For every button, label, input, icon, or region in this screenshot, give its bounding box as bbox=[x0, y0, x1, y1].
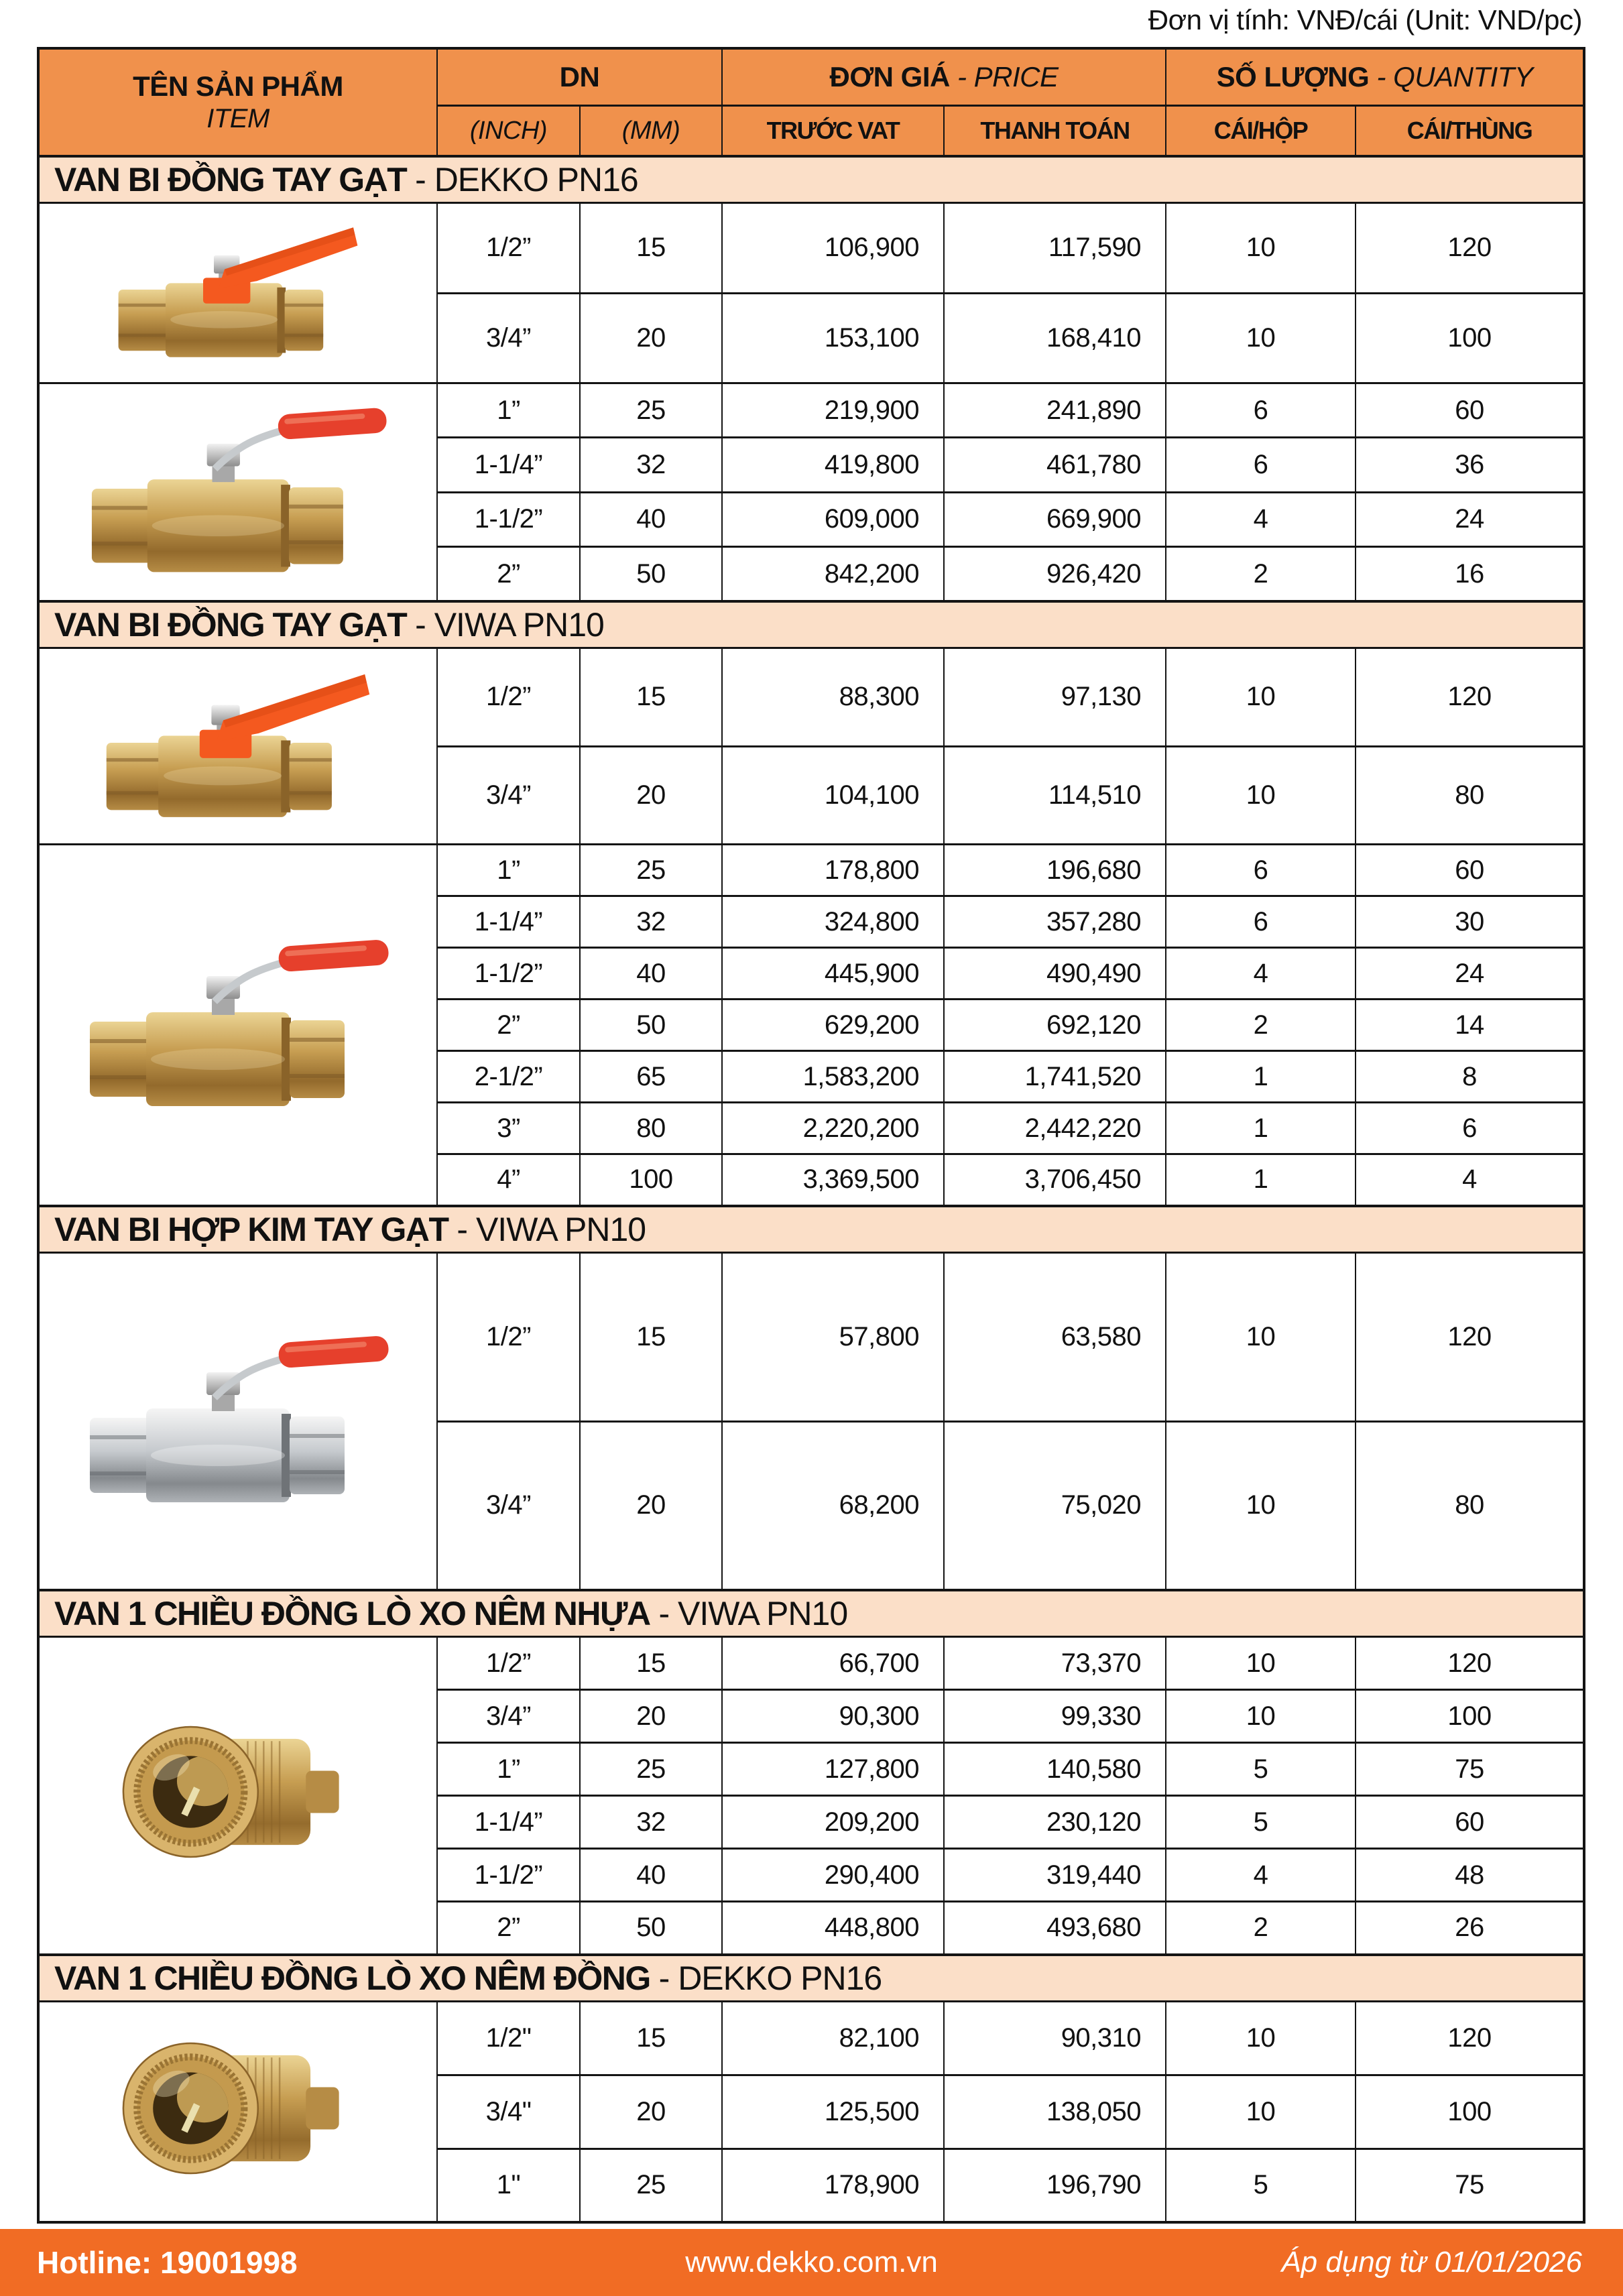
cell-price-payment: 230,120 bbox=[944, 1796, 1166, 1849]
cell-size-inch: 3/4” bbox=[437, 746, 580, 845]
cell-qty-per-carton: 24 bbox=[1356, 492, 1584, 546]
cell-price-pre-vat: 842,200 bbox=[722, 547, 944, 601]
cell-qty-per-carton: 6 bbox=[1356, 1103, 1584, 1154]
cell-qty-per-box: 2 bbox=[1166, 1000, 1356, 1051]
cell-qty-per-box: 5 bbox=[1166, 1743, 1356, 1796]
cell-qty-per-box: 10 bbox=[1166, 203, 1356, 294]
cell-price-payment: 357,280 bbox=[944, 896, 1166, 948]
cell-size-inch: 1-1/2” bbox=[437, 1849, 580, 1902]
cell-price-pre-vat: 209,200 bbox=[722, 1796, 944, 1849]
cell-size-inch: 3/4” bbox=[437, 293, 580, 383]
cell-qty-per-box: 6 bbox=[1166, 845, 1356, 896]
product-image-cell bbox=[38, 1252, 437, 1590]
section-subtitle: DEKKO PN16 bbox=[678, 1959, 882, 1997]
cell-price-payment: 926,420 bbox=[944, 547, 1166, 601]
cell-size-inch: 1-1/4” bbox=[437, 438, 580, 492]
col-header-per-box: CÁI/HỘP bbox=[1166, 106, 1356, 157]
cell-price-payment: 196,680 bbox=[944, 845, 1166, 896]
cell-price-payment: 140,580 bbox=[944, 1743, 1166, 1796]
section-title: VAN 1 CHIỀU ĐỒNG LÒ XO NÊM ĐỒNG bbox=[54, 1959, 650, 1997]
cell-qty-per-box: 10 bbox=[1166, 2001, 1356, 2075]
cell-size-inch: 3” bbox=[437, 1103, 580, 1154]
cell-qty-per-carton: 16 bbox=[1356, 547, 1584, 601]
cell-size-mm: 40 bbox=[580, 492, 722, 546]
cell-qty-per-carton: 80 bbox=[1356, 746, 1584, 845]
col-header-per-carton: CÁI/THÙNG bbox=[1356, 106, 1584, 157]
cell-size-mm: 25 bbox=[580, 845, 722, 896]
cell-price-payment: 138,050 bbox=[944, 2075, 1166, 2149]
cell-size-inch: 2” bbox=[437, 1902, 580, 1955]
cell-qty-per-box: 6 bbox=[1166, 383, 1356, 438]
section-title-separator: - bbox=[650, 1959, 678, 1997]
cell-price-payment: 97,130 bbox=[944, 648, 1166, 747]
col-header-inch: (INCH) bbox=[437, 106, 580, 157]
cell-size-inch: 1/2” bbox=[437, 648, 580, 747]
cell-qty-per-carton: 60 bbox=[1356, 1796, 1584, 1849]
cell-size-inch: 4” bbox=[437, 1154, 580, 1206]
cell-size-inch: 1-1/4” bbox=[437, 896, 580, 948]
section-subtitle: VIWA PN10 bbox=[678, 1595, 848, 1632]
cell-qty-per-box: 10 bbox=[1166, 1690, 1356, 1743]
cell-size-mm: 50 bbox=[580, 1000, 722, 1051]
cell-qty-per-box: 1 bbox=[1166, 1103, 1356, 1154]
cell-size-inch: 1-1/2” bbox=[437, 948, 580, 1000]
cell-qty-per-carton: 100 bbox=[1356, 2075, 1584, 2149]
cell-price-pre-vat: 178,800 bbox=[722, 845, 944, 896]
cell-price-pre-vat: 448,800 bbox=[722, 1902, 944, 1955]
cell-size-inch: 3/4” bbox=[437, 1421, 580, 1590]
cell-price-pre-vat: 629,200 bbox=[722, 1000, 944, 1051]
cell-qty-per-box: 10 bbox=[1166, 1637, 1356, 1690]
cell-price-payment: 196,790 bbox=[944, 2149, 1166, 2222]
ball-valve-brass-red-grip-image bbox=[82, 389, 394, 588]
cell-price-payment: 2,442,220 bbox=[944, 1103, 1166, 1154]
cell-price-pre-vat: 106,900 bbox=[722, 203, 944, 294]
cell-size-mm: 20 bbox=[580, 1690, 722, 1743]
cell-qty-per-box: 1 bbox=[1166, 1154, 1356, 1206]
cell-size-inch: 3/4" bbox=[437, 2075, 580, 2149]
item-header-en: ITEM bbox=[206, 104, 269, 134]
col-header-payment: THANH TOÁN bbox=[944, 106, 1166, 157]
table-header bbox=[38, 48, 1584, 156]
cell-price-payment: 241,890 bbox=[944, 383, 1166, 438]
section-title-separator: - bbox=[406, 161, 434, 198]
section-header bbox=[38, 1590, 1584, 1637]
cell-price-pre-vat: 609,000 bbox=[722, 492, 944, 546]
product-image-cell bbox=[38, 2001, 437, 2222]
col-header-item bbox=[38, 48, 437, 156]
cell-size-mm: 25 bbox=[580, 383, 722, 438]
cell-size-inch: 1” bbox=[437, 1743, 580, 1796]
cell-price-pre-vat: 419,800 bbox=[722, 438, 944, 492]
section-title-separator: - bbox=[448, 1210, 476, 1248]
cell-size-mm: 32 bbox=[580, 1796, 722, 1849]
effective-date: Áp dụng từ 01/01/2026 bbox=[1281, 2246, 1582, 2279]
cell-size-inch: 2” bbox=[437, 547, 580, 601]
cell-price-pre-vat: 153,100 bbox=[722, 293, 944, 383]
cell-qty-per-carton: 8 bbox=[1356, 1051, 1584, 1103]
cell-qty-per-carton: 100 bbox=[1356, 293, 1584, 383]
section-title: VAN 1 CHIỀU ĐỒNG LÒ XO NÊM NHỰA bbox=[54, 1595, 650, 1632]
col-header-dn bbox=[437, 48, 722, 106]
qty-header-sep: - bbox=[1369, 61, 1394, 93]
cell-size-mm: 15 bbox=[580, 2001, 722, 2075]
cell-qty-per-box: 10 bbox=[1166, 1252, 1356, 1421]
cell-price-payment: 461,780 bbox=[944, 438, 1166, 492]
cell-qty-per-carton: 4 bbox=[1356, 1154, 1584, 1206]
product-image-cell bbox=[38, 203, 437, 383]
cell-price-payment: 168,410 bbox=[944, 293, 1166, 383]
cell-qty-per-carton: 14 bbox=[1356, 1000, 1584, 1051]
cell-qty-per-carton: 120 bbox=[1356, 203, 1584, 294]
price-header-vi: ĐƠN GIÁ bbox=[829, 61, 950, 93]
cell-qty-per-box: 10 bbox=[1166, 293, 1356, 383]
cell-size-inch: 3/4” bbox=[437, 1690, 580, 1743]
cell-size-mm: 15 bbox=[580, 1252, 722, 1421]
cell-qty-per-box: 10 bbox=[1166, 746, 1356, 845]
cell-qty-per-box: 2 bbox=[1166, 547, 1356, 601]
cell-price-pre-vat: 57,800 bbox=[722, 1252, 944, 1421]
cell-qty-per-box: 1 bbox=[1166, 1051, 1356, 1103]
cell-qty-per-carton: 26 bbox=[1356, 1902, 1584, 1955]
section-title: VAN BI ĐỒNG TAY GẠT bbox=[54, 606, 407, 644]
cell-size-inch: 1” bbox=[437, 845, 580, 896]
cell-price-payment: 490,490 bbox=[944, 948, 1166, 1000]
section-header bbox=[38, 1206, 1584, 1253]
cell-qty-per-carton: 100 bbox=[1356, 1690, 1584, 1743]
cell-size-mm: 15 bbox=[580, 1637, 722, 1690]
col-header-mm: (MM) bbox=[580, 106, 722, 157]
cell-price-pre-vat: 127,800 bbox=[722, 1743, 944, 1796]
cell-price-pre-vat: 88,300 bbox=[722, 648, 944, 747]
cell-size-mm: 20 bbox=[580, 2075, 722, 2149]
cell-size-inch: 1" bbox=[437, 2149, 580, 2222]
price-table-body bbox=[38, 156, 1584, 2222]
section-header bbox=[38, 601, 1584, 648]
cell-qty-per-box: 6 bbox=[1166, 896, 1356, 948]
cell-size-mm: 25 bbox=[580, 2149, 722, 2222]
cell-qty-per-box: 5 bbox=[1166, 2149, 1356, 2222]
cell-size-inch: 1/2” bbox=[437, 1252, 580, 1421]
cell-qty-per-carton: 120 bbox=[1356, 1252, 1584, 1421]
cell-qty-per-carton: 60 bbox=[1356, 845, 1584, 896]
cell-size-mm: 15 bbox=[580, 648, 722, 747]
col-header-price bbox=[722, 48, 1166, 106]
cell-price-pre-vat: 290,400 bbox=[722, 1849, 944, 1902]
cell-price-payment: 63,580 bbox=[944, 1252, 1166, 1421]
cell-price-pre-vat: 125,500 bbox=[722, 2075, 944, 2149]
cell-size-inch: 2-1/2” bbox=[437, 1051, 580, 1103]
dn-header: DN bbox=[559, 61, 600, 93]
cell-qty-per-box: 2 bbox=[1166, 1902, 1356, 1955]
cell-size-mm: 20 bbox=[580, 746, 722, 845]
cell-price-pre-vat: 1,583,200 bbox=[722, 1051, 944, 1103]
hotline: Hotline: 19001998 bbox=[37, 2245, 298, 2280]
section-title: VAN BI ĐỒNG TAY GẠT bbox=[54, 161, 407, 198]
cell-size-mm: 20 bbox=[580, 1421, 722, 1590]
cell-qty-per-box: 10 bbox=[1166, 648, 1356, 747]
check-valve-brass-image bbox=[104, 2020, 372, 2197]
cell-price-pre-vat: 66,700 bbox=[722, 1637, 944, 1690]
price-table bbox=[37, 47, 1585, 2224]
cell-qty-per-carton: 120 bbox=[1356, 648, 1584, 747]
cell-price-pre-vat: 178,900 bbox=[722, 2149, 944, 2222]
section-subtitle: DEKKO PN16 bbox=[434, 161, 638, 198]
product-image-cell bbox=[38, 845, 437, 1206]
cell-size-mm: 65 bbox=[580, 1051, 722, 1103]
cell-size-inch: 1/2” bbox=[437, 1637, 580, 1690]
cell-price-payment: 319,440 bbox=[944, 1849, 1166, 1902]
cell-price-payment: 99,330 bbox=[944, 1690, 1166, 1743]
cell-qty-per-carton: 75 bbox=[1356, 2149, 1584, 2222]
cell-size-inch: 1” bbox=[437, 383, 580, 438]
qty-header-en: QUANTITY bbox=[1393, 61, 1533, 93]
cell-size-mm: 32 bbox=[580, 438, 722, 492]
cell-price-payment: 117,590 bbox=[944, 203, 1166, 294]
cell-qty-per-carton: 120 bbox=[1356, 2001, 1584, 2075]
cell-price-payment: 493,680 bbox=[944, 1902, 1166, 1955]
cell-size-inch: 1/2" bbox=[437, 2001, 580, 2075]
col-header-quantity bbox=[1166, 48, 1584, 106]
cell-qty-per-box: 4 bbox=[1166, 948, 1356, 1000]
cell-qty-per-box: 10 bbox=[1166, 2075, 1356, 2149]
ball-valve-chrome-red-grip-image bbox=[80, 1317, 396, 1518]
cell-size-inch: 1/2” bbox=[437, 203, 580, 294]
product-image-cell bbox=[38, 383, 437, 602]
cell-qty-per-carton: 48 bbox=[1356, 1849, 1584, 1902]
cell-price-payment: 114,510 bbox=[944, 746, 1166, 845]
cell-qty-per-carton: 30 bbox=[1356, 896, 1584, 948]
cell-price-pre-vat: 68,200 bbox=[722, 1421, 944, 1590]
cell-qty-per-box: 10 bbox=[1166, 1421, 1356, 1590]
cell-size-inch: 1-1/4” bbox=[437, 1796, 580, 1849]
col-header-pre-vat: TRƯỚC VAT bbox=[722, 106, 944, 157]
cell-size-mm: 20 bbox=[580, 293, 722, 383]
cell-size-inch: 2” bbox=[437, 1000, 580, 1051]
section-title-separator: - bbox=[650, 1595, 678, 1632]
cell-price-payment: 3,706,450 bbox=[944, 1154, 1166, 1206]
cell-qty-per-box: 4 bbox=[1166, 1849, 1356, 1902]
ball-valve-brass-orange-lever-image bbox=[112, 209, 364, 370]
cell-price-pre-vat: 2,220,200 bbox=[722, 1103, 944, 1154]
unit-note: Đơn vị tính: VNĐ/cái (Unit: VND/pc) bbox=[1148, 4, 1582, 36]
cell-price-pre-vat: 445,900 bbox=[722, 948, 944, 1000]
ball-valve-brass-red-grip-image bbox=[80, 921, 396, 1122]
cell-price-payment: 90,310 bbox=[944, 2001, 1166, 2075]
price-header-en: PRICE bbox=[973, 61, 1059, 93]
footer-bar bbox=[0, 2229, 1623, 2296]
cell-qty-per-carton: 60 bbox=[1356, 383, 1584, 438]
cell-price-payment: 73,370 bbox=[944, 1637, 1166, 1690]
cell-price-pre-vat: 82,100 bbox=[722, 2001, 944, 2075]
product-image-cell bbox=[38, 648, 437, 845]
cell-qty-per-carton: 80 bbox=[1356, 1421, 1584, 1590]
cell-price-payment: 669,900 bbox=[944, 492, 1166, 546]
cell-size-mm: 100 bbox=[580, 1154, 722, 1206]
cell-qty-per-carton: 36 bbox=[1356, 438, 1584, 492]
cell-size-mm: 32 bbox=[580, 896, 722, 948]
price-header-sep: - bbox=[949, 61, 974, 93]
section-title-separator: - bbox=[406, 606, 434, 644]
cell-price-payment: 1,741,520 bbox=[944, 1051, 1166, 1103]
cell-price-payment: 692,120 bbox=[944, 1000, 1166, 1051]
cell-qty-per-box: 4 bbox=[1166, 492, 1356, 546]
cell-price-payment: 75,020 bbox=[944, 1421, 1166, 1590]
section-title: VAN BI HỢP KIM TAY GẠT bbox=[54, 1210, 448, 1248]
ball-valve-brass-orange-lever-image bbox=[99, 654, 377, 831]
cell-price-pre-vat: 324,800 bbox=[722, 896, 944, 948]
section-subtitle: VIWA PN10 bbox=[475, 1210, 646, 1248]
cell-price-pre-vat: 104,100 bbox=[722, 746, 944, 845]
check-valve-brass-image bbox=[104, 1703, 372, 1880]
section-header bbox=[38, 156, 1584, 203]
cell-size-inch: 1-1/2” bbox=[437, 492, 580, 546]
section-subtitle: VIWA PN10 bbox=[434, 606, 604, 644]
cell-price-pre-vat: 90,300 bbox=[722, 1690, 944, 1743]
cell-qty-per-carton: 75 bbox=[1356, 1743, 1584, 1796]
qty-header-vi: SỐ LƯỢNG bbox=[1216, 61, 1370, 93]
cell-qty-per-box: 6 bbox=[1166, 438, 1356, 492]
cell-size-mm: 25 bbox=[580, 1743, 722, 1796]
cell-size-mm: 50 bbox=[580, 1902, 722, 1955]
cell-size-mm: 40 bbox=[580, 1849, 722, 1902]
product-image-cell bbox=[38, 1637, 437, 1955]
section-header bbox=[38, 1955, 1584, 2002]
cell-price-pre-vat: 3,369,500 bbox=[722, 1154, 944, 1206]
cell-size-mm: 80 bbox=[580, 1103, 722, 1154]
cell-size-mm: 15 bbox=[580, 203, 722, 294]
cell-size-mm: 40 bbox=[580, 948, 722, 1000]
cell-qty-per-carton: 24 bbox=[1356, 948, 1584, 1000]
cell-qty-per-box: 5 bbox=[1166, 1796, 1356, 1849]
cell-size-mm: 50 bbox=[580, 547, 722, 601]
cell-qty-per-carton: 120 bbox=[1356, 1637, 1584, 1690]
item-header-vi: TÊN SẢN PHẨM bbox=[133, 70, 343, 103]
cell-price-pre-vat: 219,900 bbox=[722, 383, 944, 438]
website-text: www.dekko.com.vn bbox=[685, 2246, 938, 2279]
